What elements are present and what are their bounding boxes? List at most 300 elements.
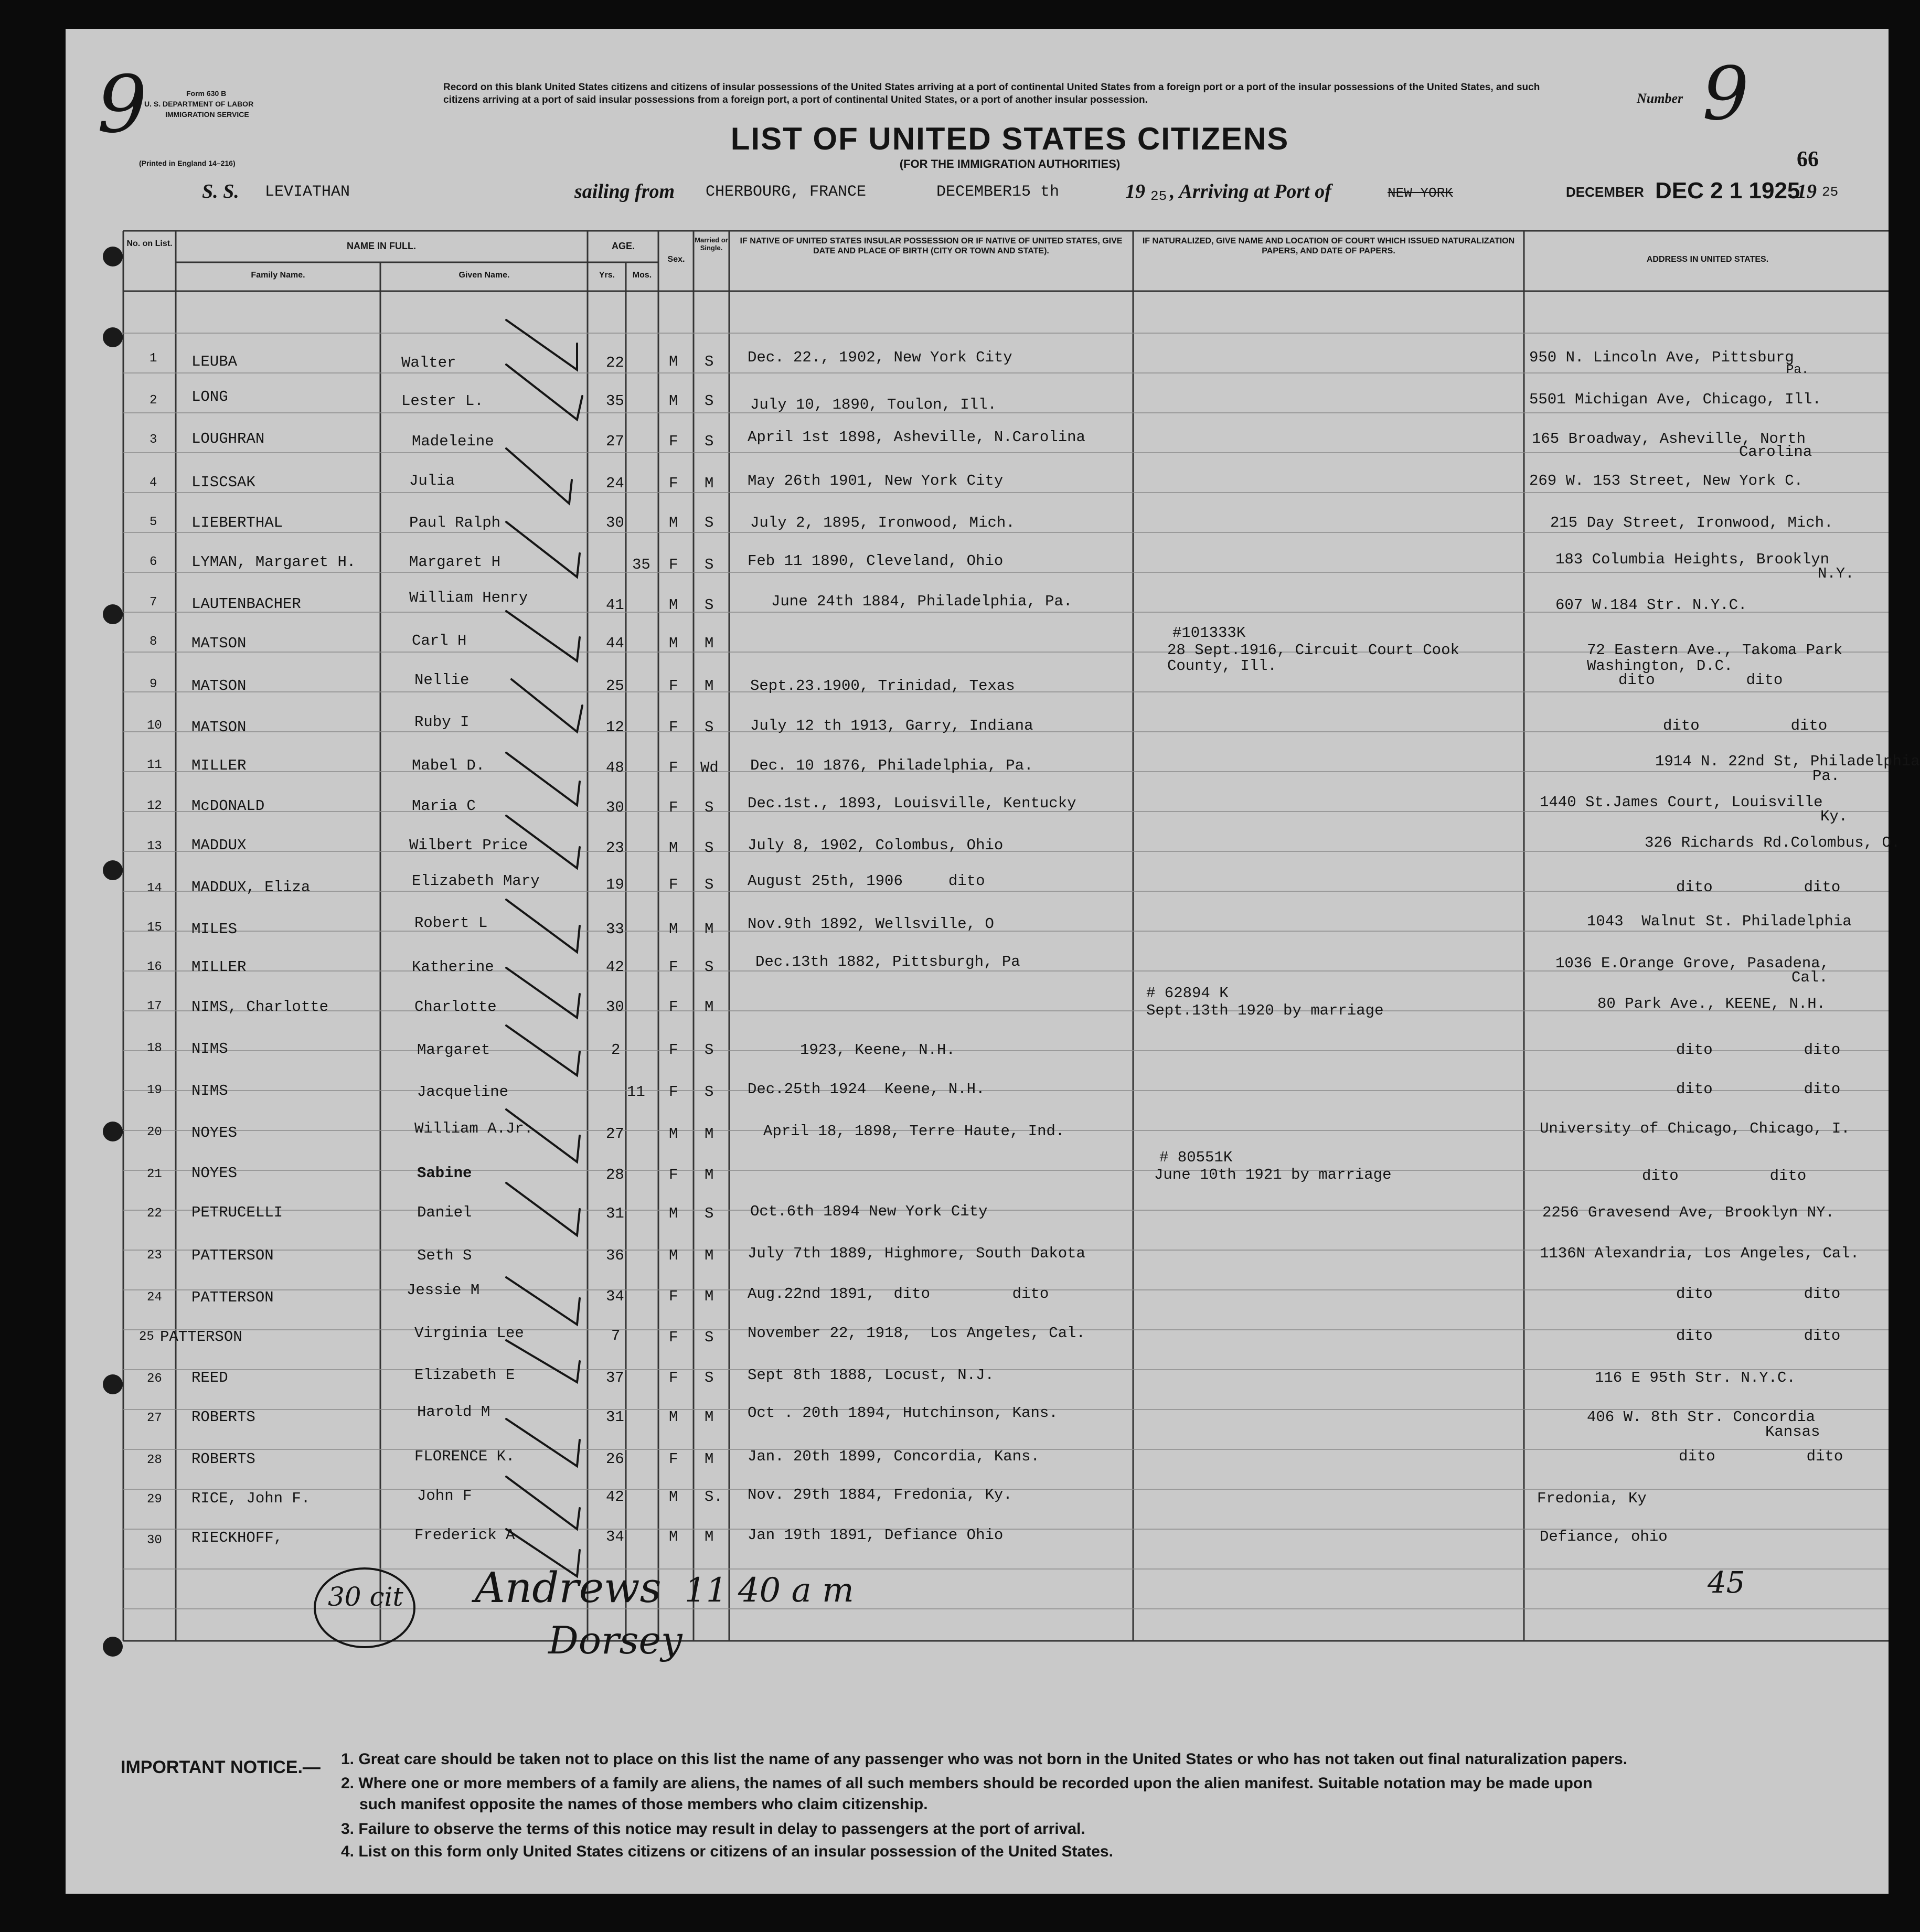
birth-info: Oct . 20th 1894, Hutchinson, Kans. [748, 1404, 1058, 1422]
row-no: 25 [139, 1330, 154, 1344]
marital-status: S [705, 958, 714, 976]
given-name: Harold M [417, 1403, 490, 1421]
sex: M [669, 635, 678, 652]
family-name: MADDUX, Eliza [191, 879, 311, 896]
given-name: Paul Ralph [409, 514, 501, 531]
address: dito dito [1618, 671, 1783, 689]
row-no: 6 [150, 555, 157, 569]
sex: M [669, 596, 678, 614]
row-no: 23 [147, 1248, 162, 1263]
marital-status: S [705, 392, 714, 410]
col-header-mos: Mos. [632, 271, 652, 280]
family-name: MILES [191, 921, 238, 938]
birth-info: Oct.6th 1894 New York City [750, 1203, 988, 1220]
service-name: IMMIGRATION SERVICE [165, 110, 249, 119]
family-name: MILLER [191, 757, 247, 774]
address: dito dito [1676, 1285, 1841, 1303]
family-name: NIMS [191, 1040, 228, 1058]
marital-status: S. [705, 1488, 723, 1506]
birth-info: Sept 8th 1888, Locust, N.J. [748, 1367, 994, 1384]
sex: F [669, 759, 678, 776]
arrival-month: DECEMBER [1566, 184, 1644, 200]
age-years: 36 [606, 1247, 624, 1264]
address: 2256 Gravesend Ave, Brooklyn NY. [1542, 1204, 1834, 1221]
col-header-no: No. on List. [126, 239, 173, 248]
given-name: William A.Jr. [414, 1120, 534, 1137]
address: 1914 N. 22nd St, Philadelphia [1655, 753, 1920, 770]
address: 269 W. 153 Street, New York C. [1529, 472, 1804, 489]
family-name: ROBERTS [191, 1408, 255, 1426]
given-name: Walter [401, 354, 456, 371]
age-years: 31 [606, 1205, 624, 1222]
address: 116 E 95th Str. N.Y.C. [1595, 1369, 1796, 1386]
address: 215 Day Street, Ironwood, Mich. [1550, 514, 1833, 531]
birth-info: Nov.9th 1892, Wellsville, O [748, 915, 994, 933]
year-prefix: 19 [1125, 180, 1145, 202]
given-name: Elizabeth E [414, 1367, 515, 1384]
age-years: 33 [606, 921, 624, 938]
sex: M [669, 1247, 678, 1264]
notice-item-4: 4. List on this form only United States citizens or citizens of an insular possession of the United States. [341, 1843, 1113, 1860]
sex: M [669, 1408, 678, 1426]
given-name: Frederick A [414, 1527, 515, 1544]
marital-status: S [705, 1083, 714, 1101]
sex: F [669, 475, 678, 492]
marital-status: S [705, 839, 714, 857]
manifest-sheet [66, 29, 1920, 1894]
age-years: 42 [606, 1488, 624, 1506]
sex: M [669, 353, 678, 370]
notice-item-1: 1. Great care should be taken not to place on this list the name of any passenger who was not born in the United States or who has not taken out final naturalization papers. [341, 1750, 1628, 1768]
notice-item-3: 3. Failure to observe the terms of this notice may result in delay to passengers at the port of arrival. [341, 1820, 1085, 1838]
col-header-birth: IF NATIVE OF UNITED STATES INSULAR POSSESSION OR IF NATIVE OF UNITED STATES, GIVE DATE AND PLACE OF BIRTH (CITY OR TOWN AND STATE). [740, 237, 1123, 255]
sex: M [669, 1205, 678, 1222]
family-name: NOYES [191, 1165, 238, 1182]
marital-status: M [705, 1288, 714, 1305]
age-years: 34 [606, 1288, 624, 1305]
naturalization-court: 28 Sept.1916, Circuit Court Cook [1167, 642, 1459, 659]
age-years: 23 [606, 839, 624, 857]
address: University of Chicago, Chicago, I. [1540, 1120, 1850, 1137]
family-name: PATTERSON [191, 1289, 274, 1306]
marital-status: S [705, 799, 714, 816]
family-name: MATSON [191, 677, 247, 695]
address: 165 Broadway, Asheville, North [1532, 430, 1806, 447]
age-years: 34 [606, 1528, 624, 1545]
row-no: 28 [147, 1453, 162, 1467]
arrival-date-stamp: DEC 2 1 1925 [1655, 178, 1800, 204]
row-no: 21 [147, 1167, 162, 1181]
sex: F [669, 1041, 678, 1059]
age-years: 27 [606, 433, 624, 450]
naturalization-number: # 80551K [1159, 1149, 1233, 1166]
age-years: 22 [606, 354, 624, 371]
row-no: 14 [147, 881, 162, 895]
col-header-yrs: Yrs. [599, 271, 615, 280]
birth-info: April 1st 1898, Asheville, N.Carolina [748, 429, 1085, 446]
address: 1036 E.Orange Grove, Pasadena, [1555, 955, 1830, 972]
given-name: Ruby I [414, 713, 470, 731]
age-years: 26 [606, 1450, 624, 1468]
age-years: 44 [606, 635, 624, 652]
row-no: 29 [147, 1492, 162, 1507]
given-name: Charlotte [414, 998, 497, 1016]
form-number: Form 630 B [186, 89, 227, 98]
birth-info: July 7th 1889, Highmore, South Dakota [748, 1245, 1085, 1262]
row-no: 8 [150, 635, 157, 649]
family-name: PATTERSON [160, 1328, 242, 1346]
age-years: 41 [606, 596, 624, 614]
ss-label: S. S. [202, 180, 239, 202]
address: dito dito [1663, 717, 1828, 734]
birth-info: July 10, 1890, Toulon, Ill. [750, 396, 997, 413]
age-years: 37 [606, 1369, 624, 1386]
binder-hole [103, 860, 123, 880]
age-years: 42 [606, 958, 624, 976]
address-line2: Pa. [1786, 363, 1809, 377]
given-name: Margaret H [409, 553, 501, 571]
birth-info: Feb 11 1890, Cleveland, Ohio [748, 552, 1004, 570]
given-name: Julia [409, 472, 455, 489]
marital-status: S [705, 596, 714, 614]
given-name: Daniel [417, 1204, 472, 1221]
row-no: 13 [147, 839, 162, 853]
address: dito dito [1676, 1327, 1841, 1344]
family-name: NIMS, Charlotte [191, 998, 329, 1016]
number-label: Number [1637, 91, 1683, 106]
col-header-naturalized: IF NATURALIZED, GIVE NAME AND LOCATION OF COURT WHICH ISSUED NATURALIZATION PAPERS, AND DATE OF PAPERS. [1142, 237, 1515, 255]
address: 406 W. 8th Str. Concordia [1587, 1408, 1816, 1426]
department-name: U. S. DEPARTMENT OF LABOR [144, 100, 254, 108]
age-years: 48 [606, 759, 624, 776]
family-name: LAUTENBACHER [191, 595, 301, 613]
address-line2: Pa. [1812, 767, 1840, 785]
col-header-name: NAME IN FULL. [347, 241, 416, 251]
binder-hole [103, 1637, 123, 1657]
address: dito dito [1676, 1041, 1841, 1059]
given-name: Virginia Lee [414, 1325, 524, 1342]
sex: F [669, 1450, 678, 1468]
family-name: NIMS [191, 1082, 228, 1100]
family-name: LYMAN, Margaret H. [191, 553, 356, 571]
family-name: MATSON [191, 719, 247, 736]
birth-info: Nov. 29th 1884, Fredonia, Ky. [748, 1486, 1012, 1503]
naturalization-court: June 10th 1921 by marriage [1154, 1166, 1392, 1183]
address-line2: Cal. [1791, 969, 1828, 986]
age-years: 7 [611, 1327, 621, 1344]
arrival-year-prefix: 19 [1797, 180, 1817, 202]
age-years: 30 [606, 799, 624, 816]
row-no: 26 [147, 1372, 162, 1386]
age-years: 27 [606, 1125, 624, 1143]
sex: M [669, 392, 678, 410]
age-years: 28 [606, 1166, 624, 1183]
marital-status: S [705, 1329, 714, 1346]
age-years: 30 [606, 998, 624, 1016]
marital-status: S [705, 876, 714, 893]
page-title: LIST OF UNITED STATES CITIZENS [730, 121, 1289, 156]
col-header-family: Family Name. [251, 271, 305, 280]
family-name: LIEBERTHAL [191, 514, 283, 531]
address: dito dito [1679, 1448, 1843, 1465]
top-left-page-number: 9 [97, 59, 147, 151]
birth-info: Dec. 10 1876, Philadelphia, Pa. [750, 757, 1033, 774]
col-header-given: Given Name. [458, 271, 510, 280]
address: 80 Park Ave., KEENE, N.H. [1597, 995, 1826, 1012]
row-no: 16 [147, 960, 162, 974]
given-name: William Henry [409, 589, 528, 606]
birth-info: 1923, Keene, N.H. [800, 1041, 955, 1059]
row-no: 1 [150, 351, 157, 366]
sex: F [669, 1166, 678, 1183]
year-suffix: 25 [1150, 188, 1167, 204]
marital-status: M [705, 1247, 714, 1264]
family-name: PETRUCELLI [191, 1204, 283, 1221]
given-name: John F [417, 1487, 472, 1504]
row-no: 18 [147, 1041, 162, 1055]
marital-status: M [705, 921, 714, 938]
marital-status: S [705, 1041, 714, 1059]
age-years: 31 [606, 1408, 624, 1426]
marital-status: Wd [700, 759, 719, 776]
address: 607 W.184 Str. N.Y.C. [1555, 596, 1747, 614]
row-no: 9 [150, 677, 157, 691]
age-years: 24 [606, 475, 624, 492]
marital-status: M [705, 677, 714, 695]
marital-status: S [705, 1205, 714, 1222]
marital-status: S [705, 514, 714, 531]
given-name: Margaret [417, 1041, 490, 1059]
family-name: LISCSAK [191, 474, 255, 491]
address: 72 Eastern Ave., Takoma Park [1587, 642, 1843, 659]
given-name: Sabine [417, 1165, 472, 1182]
printed-note: (Printed in England 14–216) [139, 159, 236, 167]
marital-status: S [705, 433, 714, 450]
col-header-sex: Sex. [667, 255, 685, 264]
family-name: MATSON [191, 635, 247, 652]
naturalization-court: Sept.13th 1920 by marriage [1146, 1002, 1384, 1019]
address: 5501 Michigan Ave, Chicago, Ill. [1529, 391, 1821, 408]
sex: F [669, 1329, 678, 1346]
col-header-address: ADDRESS IN UNITED STATES. [1646, 255, 1769, 264]
address: dito dito [1676, 1081, 1841, 1098]
address: 183 Columbia Heights, Brooklyn [1555, 551, 1830, 568]
notice-item-2-cont: such manifest opposite the names of those members who claim citizenship. [359, 1796, 928, 1813]
inspector-signature: Andrews [475, 1563, 662, 1612]
marital-status: M [705, 1166, 714, 1183]
age-months: 11 [627, 1083, 645, 1101]
marital-status: M [705, 475, 714, 492]
birth-info: November 22, 1918, Los Angeles, Cal. [748, 1325, 1085, 1342]
address-line2: Carolina [1739, 443, 1812, 461]
row-no: 15 [147, 921, 162, 935]
family-name: ROBERTS [191, 1450, 255, 1468]
address-line2: Kansas [1765, 1423, 1820, 1440]
naturalization-county: County, Ill. [1167, 657, 1277, 675]
binder-hole [103, 327, 123, 347]
col-header-married: Married or Single. [695, 236, 728, 252]
age-years: 35 [606, 392, 624, 410]
address: 950 N. Lincoln Ave, Pittsburg [1529, 349, 1794, 366]
given-name: Lester L. [401, 392, 484, 410]
binder-hole [103, 1374, 123, 1394]
family-name: McDONALD [191, 797, 265, 815]
record-instructions: Record on this blank United States citizens and citizens of insular possessions of the United States arriving at a port of continental United States from a foreign port or a port of the insular possessions of the United States, and such citizens arriving at a port of said insular possessions from a foreign port, a port of continental United States, or a port of another insular possession. [443, 82, 1540, 105]
age-years: 2 [611, 1041, 621, 1059]
sex: F [669, 1369, 678, 1386]
family-name: MILLER [191, 958, 247, 976]
row-no: 2 [150, 393, 157, 408]
address: dito dito [1676, 879, 1841, 896]
arrival-year-suffix: 25 [1822, 184, 1839, 200]
address: Defiance, ohio [1540, 1528, 1668, 1545]
birth-info: Sept.23.1900, Trinidad, Texas [750, 677, 1015, 695]
inspection-time: 11 40 a m [685, 1571, 854, 1610]
number-value: 9 [1702, 51, 1750, 137]
marital-status: M [705, 635, 714, 652]
sex: F [669, 556, 678, 573]
departure-date: DECEMBER15 th [936, 183, 1060, 201]
marital-status: S [705, 719, 714, 736]
birth-info: June 24th 1884, Philadelphia, Pa. [771, 593, 1073, 610]
given-name: Wilbert Price [409, 837, 528, 854]
row-no: 20 [147, 1125, 162, 1139]
notice-label: IMPORTANT NOTICE.— [121, 1757, 321, 1777]
arrival-port: NEW YORK [1388, 185, 1453, 201]
birth-info: Jan 19th 1891, Defiance Ohio [748, 1527, 1004, 1544]
address: dito dito [1642, 1167, 1807, 1184]
given-name: Carl H [412, 632, 467, 649]
ship-name: LEVIATHAN [265, 183, 350, 201]
binder-hole [103, 247, 123, 266]
row-no: 7 [150, 595, 157, 610]
birth-info: Dec.25th 1924 Keene, N.H. [748, 1081, 985, 1098]
given-name: Madeleine [412, 433, 494, 450]
family-name: RIECKHOFF, [191, 1529, 283, 1546]
family-name: LONG [191, 388, 228, 405]
sex: M [669, 1125, 678, 1143]
address-line2: Washington, D.C. [1587, 657, 1733, 675]
inspection-check-marks [506, 320, 582, 1576]
sex: F [669, 876, 678, 893]
given-name: Nellie [414, 671, 470, 689]
page-number: 66 [1797, 147, 1819, 172]
birth-info: Dec. 22., 1902, New York City [748, 349, 1012, 366]
given-name: Katherine [412, 958, 494, 976]
family-name: LEUBA [191, 353, 238, 370]
row-no: 22 [147, 1207, 162, 1221]
address: 1136N Alexandria, Los Angeles, Cal. [1540, 1245, 1860, 1262]
address: 326 Richards Rd.Colombus, O. [1645, 834, 1901, 851]
given-name: Robert L [414, 914, 488, 932]
address: 1440 St.James Court, Louisville [1540, 794, 1823, 811]
sex: F [669, 958, 678, 976]
col-header-age: AGE. [611, 241, 635, 251]
naturalization-number: #101333K [1172, 624, 1246, 642]
family-name: PATTERSON [191, 1247, 274, 1264]
page-subtitle: (FOR THE IMMIGRATION AUTHORITIES) [899, 157, 1121, 170]
arriving-label: , Arriving at Port of [1170, 180, 1331, 202]
notice-item-2: 2. Where one or more members of a family are aliens, the names of all such members should be recorded upon the alien manifest. Suitable notation may be made upon [341, 1775, 1593, 1792]
marital-status: S [705, 353, 714, 370]
birth-info: April 18, 1898, Terre Haute, Ind. [763, 1123, 1065, 1140]
sex: M [669, 1488, 678, 1506]
address-line2: N.Y. [1818, 565, 1854, 582]
row-no: 4 [150, 476, 157, 490]
marital-status: M [705, 998, 714, 1016]
family-name: RICE, John F. [191, 1490, 311, 1507]
age-years: 30 [606, 514, 624, 531]
marital-status: M [705, 1528, 714, 1545]
birth-info: July 2, 1895, Ironwood, Mich. [750, 514, 1015, 531]
address-line2: Ky. [1820, 808, 1848, 825]
birth-info: Dec.1st., 1893, Louisville, Kentucky [748, 795, 1076, 812]
age-years: 12 [606, 719, 624, 736]
row-no: 27 [147, 1411, 162, 1425]
sex: F [669, 1083, 678, 1101]
inspector-signature-2: Dorsey [548, 1618, 682, 1662]
total-count: 45 [1708, 1566, 1745, 1600]
row-no: 24 [147, 1290, 162, 1305]
marital-status: S [705, 556, 714, 573]
family-name: LOUGHRAN [191, 430, 265, 447]
binder-hole [103, 604, 123, 624]
address: 1043 Walnut St. Philadelphia [1587, 913, 1852, 930]
given-name: Elizabeth Mary [412, 872, 540, 890]
sex: F [669, 1288, 678, 1305]
age-years: 19 [606, 876, 624, 893]
row-no: 10 [147, 719, 162, 733]
row-no: 30 [147, 1533, 162, 1547]
given-name: Jessie M [407, 1282, 480, 1299]
birth-info: Dec.13th 1882, Pittsburgh, Pa [755, 953, 1020, 970]
birth-info: Jan. 20th 1899, Concordia, Kans. [748, 1448, 1040, 1465]
count-annotation: 30 cit [328, 1582, 403, 1612]
sex: M [669, 839, 678, 857]
family-name: REED [191, 1369, 228, 1386]
sex: F [669, 998, 678, 1016]
given-name: Jacqueline [417, 1083, 509, 1101]
marital-status: M [705, 1125, 714, 1143]
row-no: 11 [147, 758, 162, 772]
family-name: NOYES [191, 1124, 238, 1141]
birth-info: Aug.22nd 1891, dito dito [748, 1285, 1049, 1303]
marital-status: M [705, 1450, 714, 1468]
birth-info: July 12 th 1913, Garry, Indiana [750, 717, 1033, 734]
row-no: 17 [147, 999, 162, 1013]
family-name: MADDUX [191, 837, 247, 854]
marital-status: M [705, 1408, 714, 1426]
row-no: 12 [147, 799, 162, 813]
given-name: Mabel D. [412, 757, 485, 774]
given-name: FLORENCE K. [414, 1448, 515, 1465]
row-no: 5 [150, 515, 157, 529]
age-years: 35 [632, 556, 650, 573]
departure-port: CHERBOURG, FRANCE [706, 183, 867, 201]
binder-hole [103, 1122, 123, 1141]
sailing-label: sailing from [574, 180, 675, 202]
sex: F [669, 677, 678, 695]
address: Fredonia, Ky [1537, 1490, 1647, 1507]
row-no: 3 [150, 433, 157, 447]
birth-info: August 25th, 1906 dito [748, 872, 985, 890]
sex: M [669, 1528, 678, 1545]
sex: F [669, 799, 678, 816]
birth-info: July 8, 1902, Colombus, Ohio [748, 837, 1004, 854]
naturalization-number: # 62894 K [1146, 985, 1229, 1002]
given-name: Maria C [412, 797, 476, 815]
sex: F [669, 719, 678, 736]
